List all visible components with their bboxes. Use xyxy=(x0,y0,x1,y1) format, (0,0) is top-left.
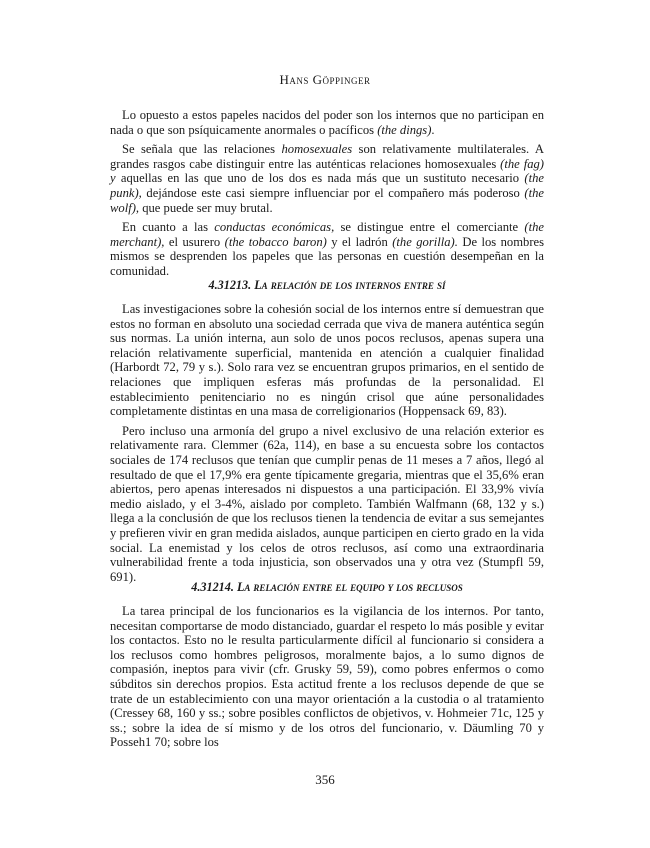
text-span: el usurero xyxy=(164,234,225,249)
italic-term: homosexuales xyxy=(281,142,353,157)
paragraph: La tarea principal de los funcionarios es la vigilancia de los internos. Por tanto, necesitan comportarse de modo distanciado, guardar el respeto lo más posible y evitar los contactos. Esto no le resulta particularmente difícil al funcionario si considera a los reclusos como hombres peligrosos, moralmente bajos, a lo sumo dignos de compasión, ineptos para vivir (cfr. Grusky 59, 59), como pobres enfermos o como súbditos sin derechos propios. Esta actitud frente a los reclusos depende de que se trate de un establecimiento con una mayor orientación a la custodia o al tratamiento (Cressey 68, 160 y ss.; sobre posibles conflictos de objetivos, v. Hohmeier 71c, 125 y ss.; sobre la idea de sí mismo y de los otros del funcionario, v. Däumling 70 y Posseh1 70; sobre los xyxy=(110,604,544,750)
section-body xyxy=(110,302,544,589)
section-heading xyxy=(110,580,544,595)
paragraph: Pero incluso una armonía del grupo a nivel exclusivo de una relación exterior es relativamente rara. Clemmer (62a, 114), en base a su encuesta sobre los contactos sociales de 174 reclusos que tenían que cumplir penas de 11 meses a 7 años, llegó al resultado de que el 17,9% era gente típicamente gregaria, mientras que el 35,6% eran abiertos, pero apenas interesados ni dispuestos a una participación. El 33,9% vivía medio aislado, y el 3-4%, aislado por completo. También Walfmann (68, 132 y s.) llega a la conclusión de que los reclusos tienen la tendencia de evitar a sus semejantes y prefieren vivir en gran medida aislados, aunque participen en cierto grado en la vida social. La enemistad y los celos de otros reclusos, así como una extraordinaria vulnerabilidad frente a toda injusticia, son observados una y otra vez (Stumpfl 59, 691). xyxy=(110,423,544,584)
section-title: La relación de los internos entre sí xyxy=(254,278,446,292)
text-span: dejándose este casi siempre influenciar por el compañero más poderoso xyxy=(141,185,525,200)
italic-term: conductas económicas, xyxy=(214,220,335,235)
italic-term: (the tobacco baron) xyxy=(224,234,327,249)
italic-term: (the fag) y xyxy=(110,156,544,186)
section-number: 4.31214. xyxy=(191,580,234,594)
italic-term: (the punk), xyxy=(110,171,544,200)
text-span: y el ladrón xyxy=(326,234,393,249)
intro-section xyxy=(110,108,544,284)
text-span: aquellas en las que uno de los dos es nada más que un sustituto necesario xyxy=(115,171,525,186)
paragraph xyxy=(110,142,544,215)
italic-term: (the gorilla). xyxy=(392,234,458,249)
text-span: Lo opuesto a estos papeles nacidos del poder son los internos que no participan en nada o que son psíquicamente anormales o pacíficos xyxy=(110,108,544,137)
text-span: son relativamente multilaterales. A grandes rasgos cabe distinguir entre las auténticas relaciones homosexuales xyxy=(110,142,544,171)
running-head: Hans Göppinger xyxy=(279,72,371,87)
text-span: que puede ser muy brutal. xyxy=(139,200,273,215)
section-title: La relación entre el equipo y los reclusos xyxy=(236,580,463,594)
text-span: De los nombres mismos se desprenden los papeles que las personas en cuestión desempeñan en la comunidad. xyxy=(110,234,545,278)
text-span: . xyxy=(431,122,435,137)
italic-term: (the merchant), xyxy=(110,220,544,249)
italic-term: (the dings) xyxy=(377,122,432,137)
text-span: En cuanto a las xyxy=(122,220,215,235)
text-span: Se señala que las relaciones xyxy=(122,142,282,157)
italic-term: (the wolf), xyxy=(110,185,544,215)
text-span: se distingue entre el comerciante xyxy=(334,220,525,235)
section-body xyxy=(110,604,544,755)
section-number: 4.31213. xyxy=(208,278,252,292)
paragraph xyxy=(110,108,544,137)
page-number: 356 xyxy=(315,772,335,787)
paragraph xyxy=(110,220,544,278)
section-heading xyxy=(110,278,544,293)
paragraph: Las investigaciones sobre la cohesión social de los internos entre sí demuestran que estos no forman en absoluto una sociedad cerrada que viva de manera auténtica según sus normas. La unión interna, aun solo de unos pocos reclusos, apenas supera una relación relativamente superficial, mantenida en atención a cualquier finalidad (Harbordt 72, 79 y s.). Solo rara vez se encuentran grupos primarios, en el sentido de relaciones que impliquen esferas más profundas de la personalidad. El establecimiento penitenciario no es ningún crisol que aúne personalidades completamente distintas en una masa de correligionarios (Hoppensack 69, 83). xyxy=(110,302,544,419)
